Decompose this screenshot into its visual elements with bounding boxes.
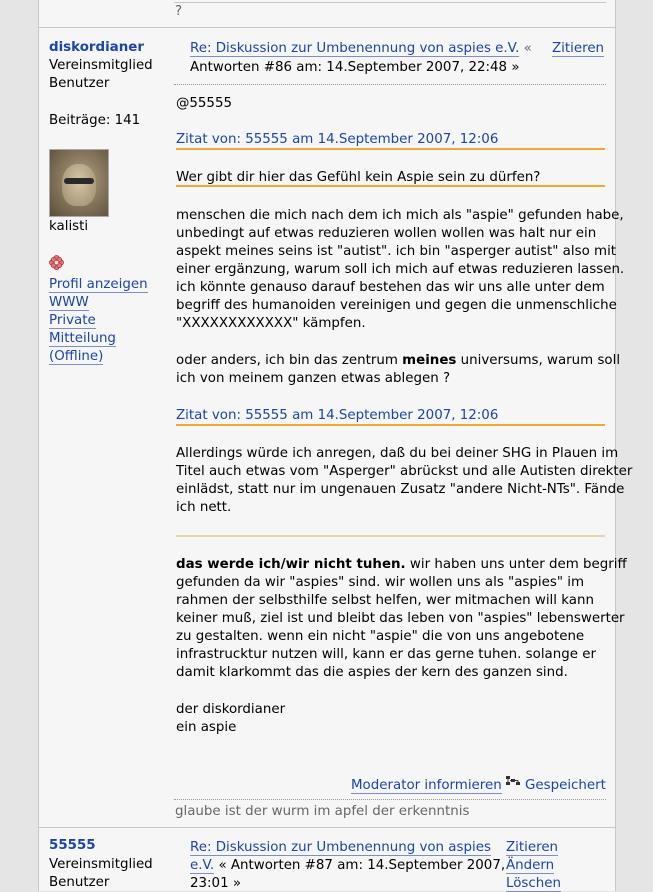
quote-line: einlädst, statt nur im ungenauen Zusatz "andere Nicht-NTs". Fände — [176, 482, 625, 497]
reply-line: einer ergänzung, warum soll ich mich auf etwas reduzieren lassen. — [176, 262, 625, 277]
author-name-2[interactable]: 55555 — [49, 838, 96, 853]
quote-border-bottom-1 — [176, 185, 605, 187]
quote-button[interactable]: Zitieren — [552, 41, 605, 56]
reply-line: zu gestalten. wenn ein nicht "aspie" die von uns angebotene — [176, 629, 585, 644]
reply-line: infrastrucktur nutzen will, kann er das gerne tuhen. solange er — [176, 647, 596, 662]
author-role: Vereinsmitglied — [49, 58, 153, 73]
quote-text-2 — [176, 445, 632, 517]
author-group: Benutzer — [49, 76, 110, 91]
quote-line: Titel auch etwas vom "Asperger" abrückst und alle Autisten direkter — [176, 464, 633, 479]
quote-line: ich nett. — [176, 500, 232, 515]
quote-border-top-1 — [176, 148, 605, 150]
profile-link[interactable]: Profil anzeigen — [49, 277, 148, 292]
private-message-link[interactable]: Private — [49, 313, 96, 328]
post-meta-2-cont: 23:01 » — [190, 876, 242, 891]
www-link[interactable]: WWW — [49, 295, 89, 310]
delete-button-2[interactable]: Löschen — [506, 876, 561, 891]
ip-logged-icon — [505, 775, 521, 789]
reply-line: "XXXXXXXXXXXX" kämpfen. — [176, 316, 366, 331]
report-moderator-link[interactable]: Moderator informieren — [351, 778, 502, 793]
avatar-caption: kalisti — [49, 219, 89, 234]
reply-line: unbedingt auf etwas reduzieren wollen wollen was halt nur ein — [176, 226, 597, 241]
header-divider — [174, 84, 606, 85]
post-title-link[interactable]: Re: Diskussion zur Umbenennung von aspies e.V. — [190, 41, 520, 56]
gender-flower-icon — [49, 255, 64, 270]
reply-line: menschen die mich nach dem ich mich als "aspie" gefunden habe, — [176, 208, 624, 223]
post-icon — [176, 44, 187, 55]
quote-text-1: Wer gibt dir hier das Gefühl kein Aspie sein zu dürfen? — [176, 170, 541, 185]
private-message-link-line2[interactable]: Mitteilung — [49, 331, 116, 346]
online-status[interactable]: (Offline) — [49, 349, 104, 364]
quote-border-top-2 — [176, 424, 605, 426]
signature-divider — [174, 799, 606, 800]
post-separator — [38, 827, 615, 828]
closing: der diskordianer ein aspie — [176, 702, 286, 735]
author-group-2: Benutzer — [49, 875, 110, 890]
reply-line: aspekt meines seins ist "autist". ich bin "asperger autist" also mit — [176, 244, 617, 259]
reply-line: ich könnte genauso darauf bestehen das wir uns alle unter dem — [176, 280, 605, 295]
edit-button-2[interactable]: Ändern — [506, 858, 555, 873]
previous-signature: ? — [175, 4, 183, 19]
quote-header-2[interactable]: Zitat von: 55555 am 14.September 2007, 12:06 — [176, 408, 499, 423]
reply-paragraph-3: das werde ich/wir nicht tuhen. wir haben uns unter dem begriff gefunden da wir "aspies" sind. wir wollen uns als "aspies" im rahmen der selbsthilfe selbst helfen, wer mitmachen will kann keiner muß, ziel ist und bleibt das leben von "aspies" lebenswerter zu gestalten. wenn ein nicht "aspie" die von uns angebotene infrastrucktur nutzen will, kann er das gerne tuhen. solange er damit klarkommt das die aspies der kern des ganzen sind. — [176, 557, 627, 680]
reply-paragraph-1 — [176, 207, 624, 333]
reply-line: rahmen der selbsthilfe selbst helfen, wer mitmachen will kann — [176, 593, 594, 608]
post-count: Beiträge: 141 — [49, 113, 141, 128]
quote-line: Allerdings würde ich anregen, daß du bei deiner SHG in Plauen im — [176, 446, 619, 461]
author-name[interactable]: diskordianer — [49, 40, 144, 55]
post-meta-2: « Antworten #87 am: 14.September 2007, — [214, 858, 506, 873]
divider — [174, 2, 606, 3]
meta-suffix: » — [511, 60, 520, 75]
post-separator — [38, 27, 615, 28]
quote-header-1[interactable]: Zitat von: 55555 am 14.September 2007, 12:06 — [176, 132, 499, 147]
title-suffix: « — [523, 41, 532, 56]
post-meta: Antworten #86 am: 14.September 2007, 22:48 — [190, 60, 508, 75]
reply-paragraph-2: oder anders, ich bin das zentrum meines universums, warum soll ich von meinem ganzen etwas ablegen ? — [176, 353, 621, 386]
avatar — [49, 149, 109, 217]
reply-line: gefunden da wir "aspies" sind. wir wollen uns als "aspies" im — [176, 575, 585, 590]
quote-button-2[interactable]: Zitieren — [506, 840, 559, 855]
ip-saved-label: Gespeichert — [525, 778, 606, 793]
greeting: @55555 — [176, 96, 232, 111]
reply-line: damit klarkommt das die aspies der kern des ganzen sind. — [176, 665, 568, 680]
post-title-link-2-cont[interactable]: e.V. — [190, 858, 215, 873]
post-title-link-2[interactable]: Re: Diskussion zur Umbenennung von aspies — [190, 840, 491, 855]
reply-line: keiner muß, ziel ist und bleibt das leben von "aspies" lebenswerter — [176, 611, 625, 626]
signature: glaube ist der wurm im apfel der erkenntnis — [175, 804, 470, 819]
author-role-2: Vereinsmitglied — [49, 857, 153, 872]
quote-border-bottom-2 — [176, 535, 605, 537]
reply-line: begriff des humanoiden vereinigen und gegen die unmenschliche — [176, 298, 617, 313]
